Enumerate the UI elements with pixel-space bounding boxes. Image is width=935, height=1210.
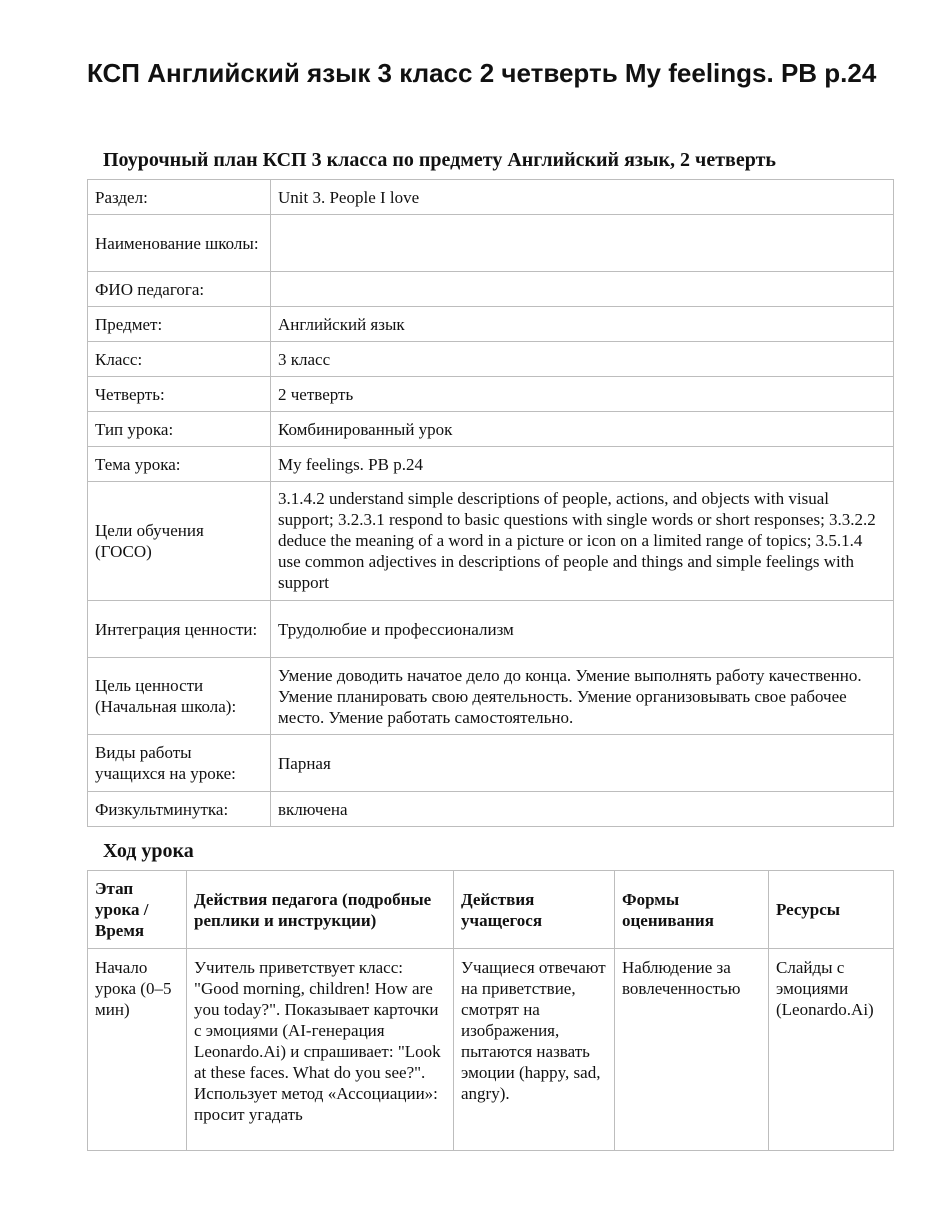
- info-row-grade: [88, 342, 894, 377]
- info-row-lesson-type: [88, 412, 894, 447]
- column-header-stage: Этап урока / Время: [88, 871, 187, 949]
- info-value: включена: [271, 792, 894, 827]
- info-row-subject: [88, 307, 894, 342]
- page-title: КСП Английский язык 3 класс 2 четверть My feelings. PB p.24: [87, 58, 877, 88]
- info-key: Цели обучения (ГОСО): [88, 482, 271, 601]
- info-value: My feelings. PB p.24: [271, 447, 894, 482]
- lesson-progress-table: [87, 870, 894, 1151]
- info-key: Физкультминутка:: [88, 792, 271, 827]
- info-row-school: [88, 215, 894, 272]
- info-key: ФИО педагога:: [88, 272, 271, 307]
- info-key: Четверть:: [88, 377, 271, 412]
- info-value: [271, 272, 894, 307]
- lesson-info-table: [87, 179, 894, 827]
- info-row-physical-break: [88, 792, 894, 827]
- info-value: Умение доводить начатое дело до конца. Умение выполнять работу качественно. Умение планировать свою деятельность. Умение организовывать свое рабочее место. Умение работать самостоятельно.: [271, 658, 894, 735]
- info-row-section: [88, 180, 894, 215]
- info-key: Виды работы учащихся на уроке:: [88, 735, 271, 792]
- info-row-value-integration: [88, 601, 894, 658]
- info-key: Тема урока:: [88, 447, 271, 482]
- info-value: Комбинированный урок: [271, 412, 894, 447]
- info-key: Раздел:: [88, 180, 271, 215]
- info-value: [271, 215, 894, 272]
- info-key: Предмет:: [88, 307, 271, 342]
- info-value: Английский язык: [271, 307, 894, 342]
- plan-heading: Поурочный план КСП 3 класса по предмету Английский язык, 2 четверть: [103, 149, 776, 171]
- info-row-learning-goals: [88, 482, 894, 601]
- info-value: Парная: [271, 735, 894, 792]
- info-key: Интеграция ценности:: [88, 601, 271, 658]
- column-header-student-actions: Действия учащегося: [454, 871, 615, 949]
- cell-stage: Начало урока (0–5 мин): [88, 949, 187, 1151]
- column-header-teacher-actions: Действия педагога (подробные реплики и инструкции): [187, 871, 454, 949]
- cell-student-actions: Учащиеся отвечают на приветствие, смотрят на изображения, пытаются назвать эмоции (happy, sad, angry).: [454, 949, 615, 1151]
- info-row-teacher: [88, 272, 894, 307]
- column-header-assessment: Формы оценивания: [615, 871, 769, 949]
- info-row-value-aim: [88, 658, 894, 735]
- info-key: Тип урока:: [88, 412, 271, 447]
- info-row-topic: [88, 447, 894, 482]
- info-key: Класс:: [88, 342, 271, 377]
- info-key: Наименование школы:: [88, 215, 271, 272]
- cell-resources: Слайды с эмоциями (Leonardo.Ai): [769, 949, 894, 1151]
- lesson-progress-heading: Ход урока: [103, 840, 194, 862]
- info-key: Цель ценности (Начальная школа):: [88, 658, 271, 735]
- info-row-work-types: [88, 735, 894, 792]
- cell-teacher-actions: Учитель приветствует класс: "Good morning, children! How are you today?". Показывает карточки с эмоциями (AI-генерация Leonardo.Ai) и спрашивает: "Look at these faces. What do you see?". Использует метод «Ассоциации»: просит угадать: [187, 949, 454, 1151]
- info-row-quarter: [88, 377, 894, 412]
- cell-assessment: Наблюдение за вовлеченностью: [615, 949, 769, 1151]
- column-header-resources: Ресурсы: [769, 871, 894, 949]
- info-value: 3.1.4.2 understand simple descriptions of people, actions, and objects with visual support; 3.2.3.1 respond to basic questions with single words or short responses; 3.3.2.2 deduce the meaning of a word in a picture or icon on a limited range of topics; 3.5.1.4 use common adjectives in descriptions of people and things and simple feelings with support: [271, 482, 894, 601]
- info-value: Трудолюбие и профессионализм: [271, 601, 894, 658]
- info-value: 3 класс: [271, 342, 894, 377]
- table-row: [88, 949, 894, 1151]
- lesson-header-row: [88, 871, 894, 949]
- info-value: Unit 3. People I love: [271, 180, 894, 215]
- info-value: 2 четверть: [271, 377, 894, 412]
